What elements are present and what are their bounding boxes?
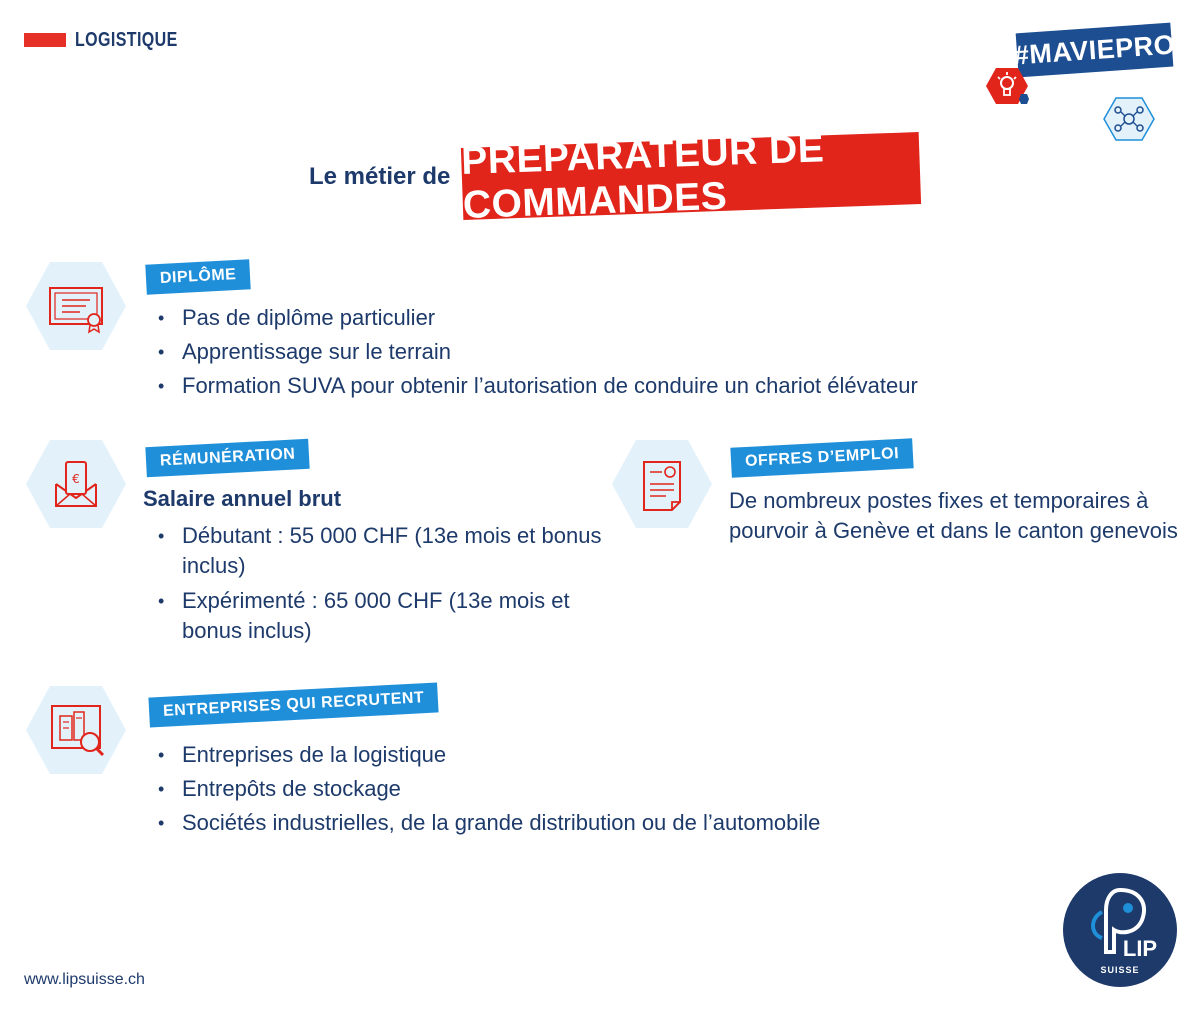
list-item: • Entreprises de la logistique — [146, 738, 1046, 772]
list-item: • Formation SUVA pour obtenir l’autorisation de conduire un chariot élévateur — [146, 369, 1046, 403]
hashtag-badge: #MAVIEPRO — [1016, 23, 1174, 78]
title-prefix: Le métier de — [309, 163, 451, 190]
list-item: • Entrepôts de stockage — [146, 772, 1046, 806]
svg-text:SUISSE: SUISSE — [1100, 965, 1140, 975]
tag-offres: OFFRES D’EMPLOI — [730, 438, 913, 477]
list-item: • Pas de diplôme particulier — [146, 301, 1046, 335]
job-offer-document-icon — [610, 438, 714, 530]
job-title: PRÉPARATEUR DE COMMANDES — [461, 132, 921, 220]
lightbulb-icon — [985, 66, 1029, 106]
entreprises-list — [146, 738, 1046, 840]
category-bar — [24, 33, 66, 47]
svg-text:LIP: LIP — [1122, 936, 1158, 961]
category-label: LOGISTIQUE — [75, 29, 178, 51]
offres-text: De nombreux postes fixes et temporaires à pourvoir à Genève et dans le canton genevois — [729, 488, 1178, 543]
tag-entreprises: ENTREPRISES QUI RECRUTENT — [148, 682, 439, 727]
svg-text:€: € — [72, 472, 80, 486]
salary-subtitle: Salaire annuel brut — [143, 486, 342, 511]
diplome-list — [146, 301, 1046, 403]
lip-suisse-logo — [1062, 872, 1178, 988]
remuneration-list — [146, 521, 626, 651]
salary-envelope-icon — [24, 438, 128, 530]
network-icon — [1103, 96, 1155, 142]
company-search-icon — [24, 684, 128, 776]
tag-diplome: DIPLÔME — [145, 259, 251, 294]
website-url[interactable]: www.lipsuisse.ch — [24, 971, 145, 988]
diploma-icon — [24, 260, 128, 352]
tag-remuneration: RÉMUNÉRATION — [145, 439, 310, 478]
list-item: • Apprentissage sur le terrain — [146, 335, 1046, 369]
list-item: • Expérimenté : 65 000 CHF (13e mois et bonus inclus) — [146, 586, 626, 646]
list-item: • Débutant : 55 000 CHF (13e mois et bonus inclus) — [146, 521, 626, 581]
list-item: • Sociétés industrielles, de la grande distribution ou de l’automobile — [146, 806, 1046, 840]
